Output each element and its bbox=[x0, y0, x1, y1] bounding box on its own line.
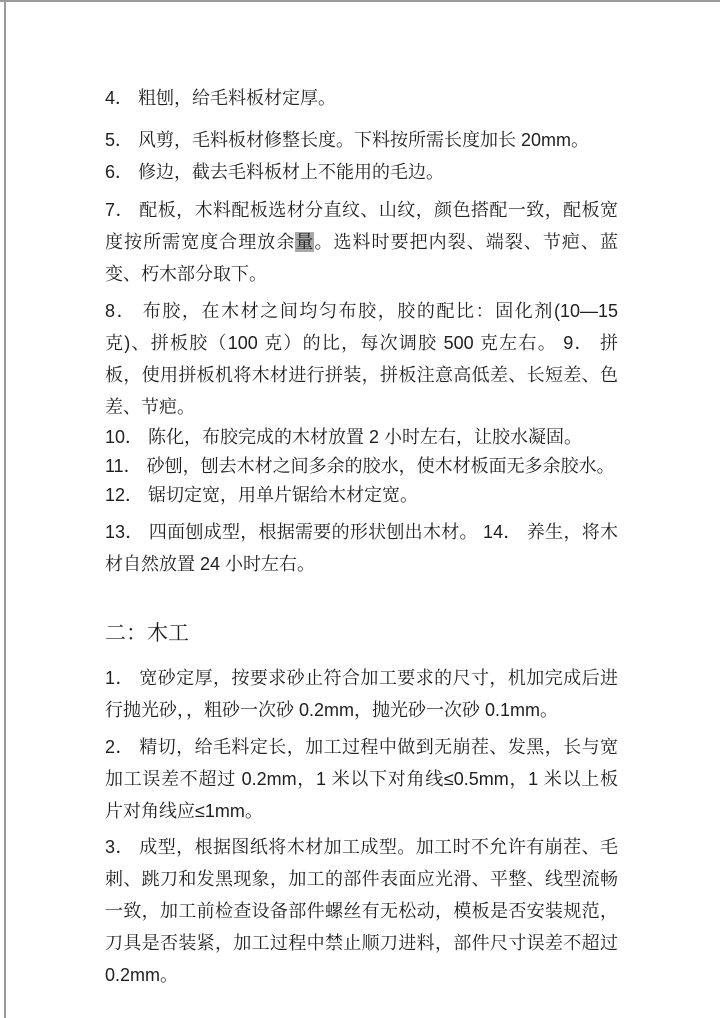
paragraph-item-6: 6． 修边，截去毛料板材上不能用的毛边。 bbox=[105, 162, 445, 182]
document-content bbox=[105, 82, 624, 991]
highlighted-character: 量 bbox=[295, 232, 315, 252]
page-edge-top bbox=[0, 0, 720, 2]
paragraph-woodwork-item-2: 2． 精切，给毛料定长，加工过程中做到无崩茬、发黑，长与宽加工误差不超过 0.2mm，1 米以下对角线≤0.5mm，1 米以上板片对角线应≤1mm。 bbox=[105, 737, 618, 821]
paragraph-item-13-14: 13． 四面刨成型，根据需要的形状刨出木材。 14． 养生，将木材自然放置 24 小时左右。 bbox=[105, 522, 618, 574]
paragraph-item-7-text: 7． 配板，木料配板选材分直纹、山纹，颜色搭配一致，配板宽度按所需宽度合理放余 bbox=[105, 200, 618, 252]
paragraph-item-10: 10． 陈化，布胶完成的木材放置 2 小时左右，让胶水凝固。 bbox=[105, 427, 583, 447]
paragraph-item-8-9: 8． 布胶，在木材之间均匀布胶，胶的配比：固化剂(10—15 克)、拼板胶（100 克）的比，每次调胶 500 克左右。 9． 拼板，使用拼板机将木材进行拼装，拼板注意高低差、长短差、色差、节疤。 bbox=[105, 301, 624, 417]
paragraph-woodwork-item-1: 1． 宽砂定厚，按要求砂止符合加工要求的尺寸，机加完成后进行抛光砂，，粗砂一次砂 0.2mm，抛光砂一次砂 0.1mm。 bbox=[105, 668, 618, 720]
paragraph-item-5: 5． 风剪，毛料板材修整长度。下料按所需长度加长 20mm。 bbox=[105, 130, 590, 150]
paragraph-item-7 bbox=[105, 194, 618, 290]
paragraph-item-7-continuation: 。选料时要把内裂、端裂、节疤、蓝变、朽木部分取下。 bbox=[105, 232, 619, 284]
paragraph-woodwork-item-3: 3． 成型，根据图纸将木材加工成型。加工时不允许有崩茬、毛刺、跳刀和发黑现象，加工的部件表面应光滑、平整、线型流畅一致，加工前检查设备部件螺丝有无松动，模板是否安装规范，刀具是否装紧，加工过程中禁止顺刀进料，部件尺寸误差不超过 0.2mm。 bbox=[105, 837, 624, 985]
paragraph-item-11: 11． 砂刨，刨去木材之间多余的胶水，使木材板面无多余胶水。 bbox=[105, 456, 615, 476]
section-heading-woodworking: 二：木工 bbox=[105, 622, 189, 645]
paragraph-item-12: 12． 锯切定宽，用单片锯给木材定宽。 bbox=[105, 485, 419, 505]
page-edge-left bbox=[4, 2, 6, 1018]
paragraph-item-4: 4． 粗刨，给毛料板材定厚。 bbox=[105, 88, 337, 108]
